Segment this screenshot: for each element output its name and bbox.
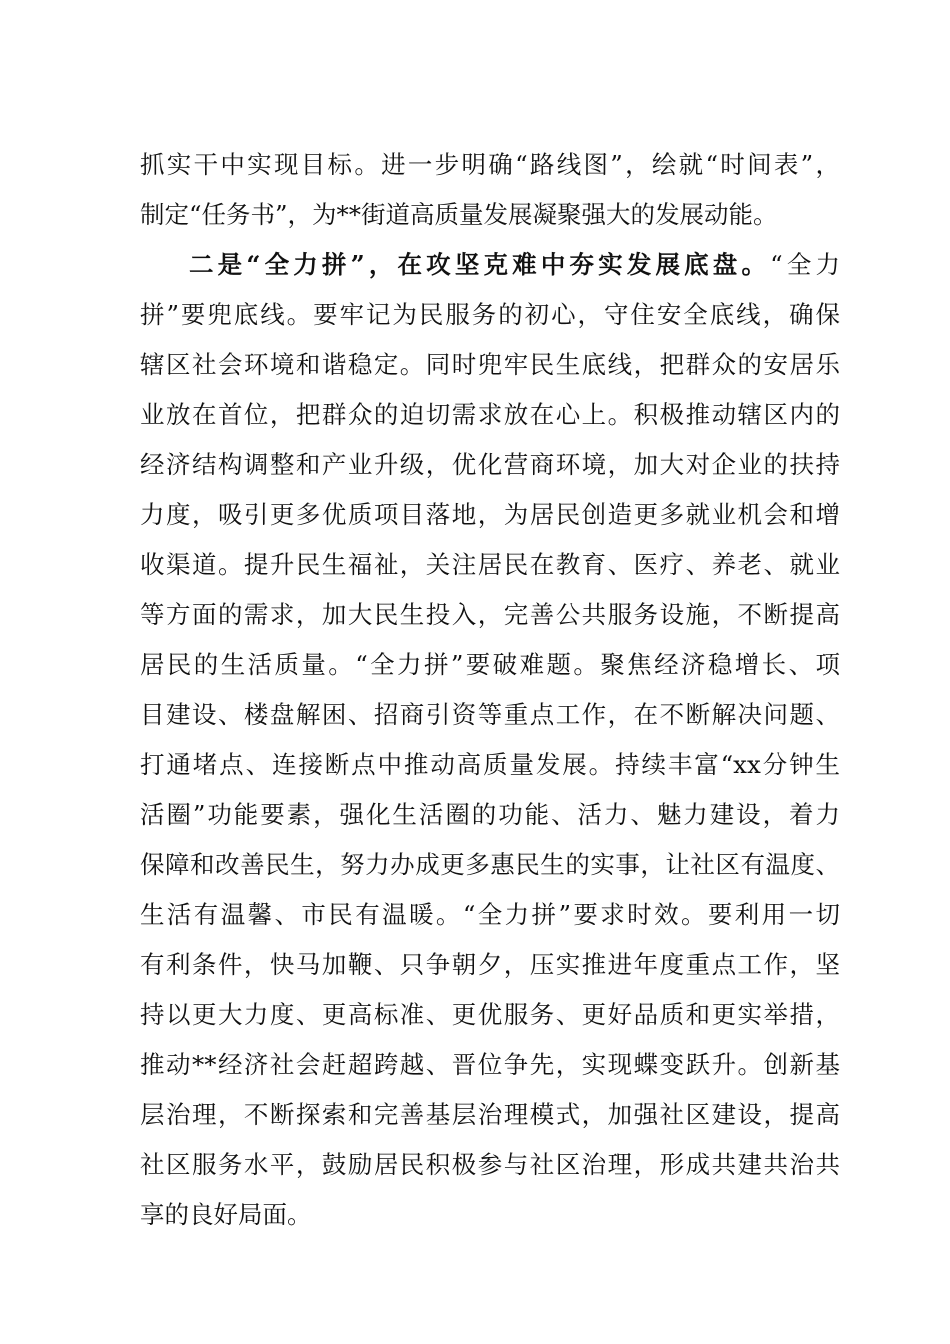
paragraph-line: 社区服务水平，鼓励居民积极参与社区治理，形成共建共治共 xyxy=(140,1150,840,1179)
paragraph-line: 制定“任务书”，为**街道高质量发展凝聚强大的发展动能。 xyxy=(140,200,778,229)
paragraph-line: 收渠道。提升民生福祉，关注居民在教育、医疗、养老、就业 xyxy=(140,550,840,579)
paragraph-line: 保障和改善民生，努力办成更多惠民生的实事，让社区有温度、 xyxy=(140,850,840,879)
paragraph-line: 生活有温馨、市民有温暖。“全力拼”要求时效。要利用一切 xyxy=(140,900,840,929)
paragraph-text: “全力 xyxy=(770,250,840,279)
paragraph-line: 推动**经济社会赶超跨越、晋位争先，实现蝶变跃升。创新基 xyxy=(140,1050,840,1079)
paragraph-line: 抓实干中实现目标。进一步明确“路线图”，绘就“时间表”， xyxy=(140,150,840,179)
body-text xyxy=(140,140,840,1240)
paragraph-line: 活圈”功能要素，强化生活圈的功能、活力、魅力建设，着力 xyxy=(140,800,840,829)
paragraph-line: 拼”要兜底线。要牢记为民服务的初心，守住安全底线，确保 xyxy=(140,300,840,329)
paragraph-line: 辖区社会环境和谐稳定。同时兜牢民生底线，把群众的安居乐 xyxy=(140,350,840,379)
paragraph-line: 等方面的需求，加大民生投入，完善公共服务设施，不断提高 xyxy=(140,600,840,629)
paragraph-line: 打通堵点、连接断点中推动高质量发展。持续丰富“xx分钟生 xyxy=(140,750,840,779)
paragraph-line: 目建设、楼盘解困、招商引资等重点工作，在不断解决问题、 xyxy=(140,700,840,729)
paragraph-line: 力度，吸引更多优质项目落地，为居民创造更多就业机会和增 xyxy=(140,500,840,529)
paragraph-line: 层治理，不断探索和完善基层治理模式，加强社区建设，提高 xyxy=(140,1100,840,1129)
paragraph-line: 享的良好局面。 xyxy=(140,1200,312,1229)
paragraph-line: 业放在首位，把群众的迫切需求放在心上。积极推动辖区内的 xyxy=(140,400,840,429)
section-heading: 二是“全力拼”，在攻坚克难中夯实发展底盘。 xyxy=(189,250,771,279)
paragraph-line: 有利条件，快马加鞭、只争朝夕，压实推进年度重点工作，坚 xyxy=(140,950,840,979)
paragraph-line: 经济结构调整和产业升级，优化营商环境，加大对企业的扶持 xyxy=(140,450,840,479)
paragraph-line: 持以更大力度、更高标准、更优服务、更好品质和更实举措， xyxy=(140,1000,840,1029)
section-heading-line xyxy=(140,240,840,290)
paragraph-line: 居民的生活质量。“全力拼”要破难题。聚焦经济稳增长、项 xyxy=(140,650,840,679)
